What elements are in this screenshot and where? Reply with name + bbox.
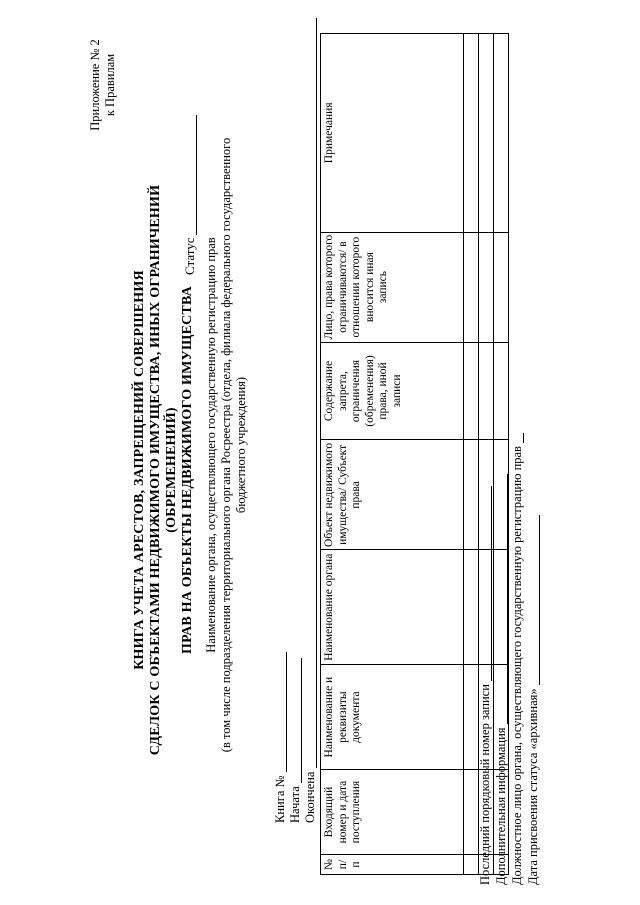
last-record-label: Последний порядковый номер записи [478,684,492,885]
col-header-organ: Наименование органа [321,550,464,665]
table-cell[interactable] [494,342,509,440]
additional-info-label: Дополнительная информация [494,727,508,885]
additional-info-blank [495,474,508,724]
book-number-line [273,652,287,823]
table-cell[interactable] [479,34,494,233]
book-started-blank [289,658,302,783]
table-cell[interactable] [464,34,479,233]
col-header-number: № п/п [321,855,464,875]
book-ended-line [303,18,317,823]
col-header-content: Содержание запрета, ограничения (обременения) права, иной записи [321,342,464,440]
table-row [464,34,479,875]
book-ended-blank [304,18,317,768]
status-blank-line [196,115,197,235]
footer-official [510,433,524,885]
table-cell[interactable] [464,770,479,855]
last-record-blank [479,486,492,681]
organ-line-2: (в том числе подразделения территориального органа Росреестра (отдела, филиала федерального государственного [219,137,233,753]
organ-line-1: Наименование органа, осуществляющего государственную регистрацию прав [204,237,218,653]
table-cell[interactable] [464,855,479,875]
table-cell[interactable] [494,232,509,342]
col-header-person: Лицо, права которого ограничиваются/ в отношении которого вносится иная запись [321,232,464,342]
table-cell[interactable] [479,232,494,342]
table-header-row [321,34,464,875]
official-blank [511,433,524,443]
table-cell[interactable] [464,665,479,770]
footer-archive-date [526,515,540,885]
appendix-note [88,35,118,135]
official-label: Должностное лицо органа, осуществляющего государственную регистрацию прав [510,446,524,885]
table-cell[interactable] [464,342,479,440]
col-header-notes: Примечания [321,34,464,233]
book-ended-label: Окончена [303,771,317,823]
table-cell[interactable] [464,232,479,342]
table-cell[interactable] [464,440,479,550]
col-header-document: Наименование и реквизиты документа [321,665,464,770]
book-number-label: Книга № [273,775,287,823]
registration-organ-caption [204,125,249,765]
col-header-incoming: Входящий номер и дата поступления [321,770,464,855]
col-header-object: Объект недвижимого имущества/ Субъект права [321,440,464,550]
table-cell[interactable] [494,34,509,233]
title-line-1: КНИГА УЧЕТА АРЕСТОВ, ЗАПРЕЩЕНИЙ СОВЕРШЕНИЯ [132,270,147,670]
organ-line-3: бюджетного учреждения) [234,376,248,514]
archive-date-label: Дата присвоения статуса «архивная» [526,688,540,885]
document-title [132,125,196,815]
table-cell[interactable] [464,550,479,665]
title-line-3: ПРАВ НА ОБЪЕКТЫ НЕДВИЖИМОГО ИМУЩЕСТВА [180,286,195,654]
book-started-label: Начата [288,786,302,823]
title-line-2: СДЕЛОК С ОБЪЕКТАМИ НЕДВИЖИМОГО ИМУЩЕСТВА, ИНЫХ ОГРАНИЧЕНИЙ (ОБРЕМЕНЕНИЙ) [148,184,179,756]
status-label: Статус [182,237,197,275]
footer-additional-info [494,474,508,885]
book-number-blank [274,652,287,772]
footer-last-record [478,486,492,885]
table-cell[interactable] [479,342,494,440]
book-started-line [288,658,302,823]
archive-date-blank [527,515,540,685]
appendix-line-2: к Правилам [103,53,117,117]
appendix-line-1: Приложение № 2 [88,39,102,131]
